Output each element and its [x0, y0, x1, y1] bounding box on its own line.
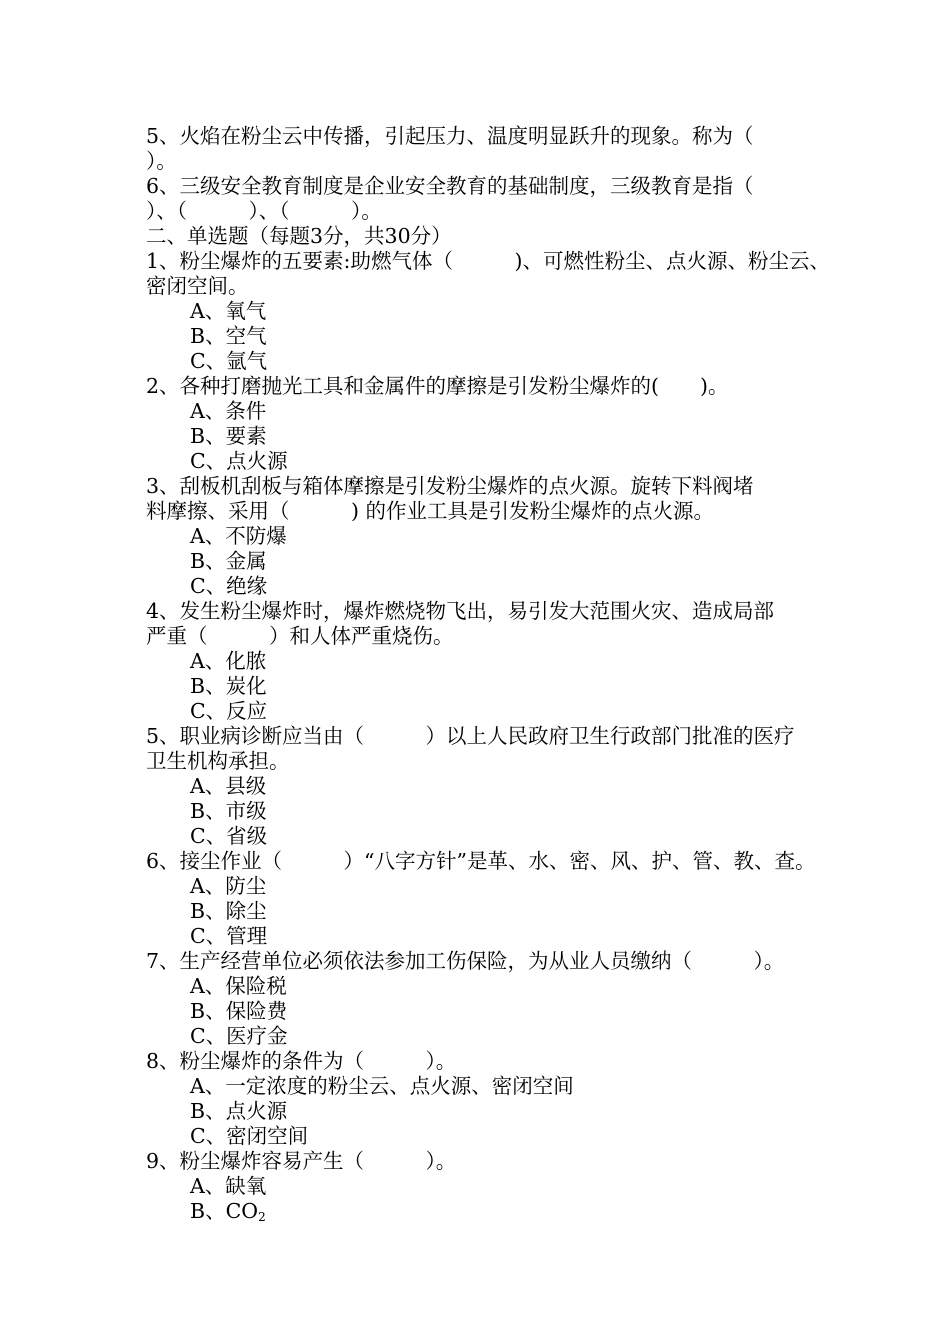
question-5-option-c: C、省级 [190, 824, 268, 848]
fill-in-question-6-line2: ）、（ ）、（ ）。 [146, 199, 382, 223]
question-5-option-b: B、市级 [190, 799, 267, 823]
question-9-option-b-subscript: 2 [258, 1210, 266, 1224]
question-4-stem-line1: 4、发生粉尘爆炸时，爆炸燃烧物飞出，易引发大范围火灾、造成局部 [146, 599, 775, 623]
fill-in-question-5-line1: 5、火焰在粉尘云中传播，引起压力、温度明显跃升的现象。称为（ [146, 124, 754, 148]
question-8-option-b: B、点火源 [190, 1099, 288, 1123]
question-5-option-a: A、县级 [190, 774, 267, 798]
question-6-option-c: C、管理 [190, 924, 268, 948]
question-1-stem-line1: 1、粉尘爆炸的五要素:助燃气体（ )、可燃性粉尘、点火源、粉尘云、 [146, 249, 830, 273]
question-9-stem: 9、粉尘爆炸容易产生（ ）。 [146, 1149, 457, 1173]
question-1-stem-line2: 密闭空间。 [146, 274, 249, 298]
question-7-stem: 7、生产经营单位必须依法参加工伤保险，为从业人员缴纳（ ）。 [146, 949, 785, 973]
question-2-stem: 2、各种打磨抛光工具和金属件的摩擦是引发粉尘爆炸的( )。 [146, 374, 729, 398]
question-3-option-a: A、不防爆 [190, 524, 287, 548]
section-title: 二、单选题（每题3分，共30分） [146, 224, 452, 248]
question-3-option-c: C、绝缘 [190, 574, 268, 598]
question-1-option-b: B、空气 [190, 324, 267, 348]
fill-in-question-5-line2: ）。 [146, 149, 177, 173]
question-8-stem: 8、粉尘爆炸的条件为（ ）。 [146, 1049, 457, 1073]
question-4-stem-line2: 严重（ ）和人体严重烧伤。 [146, 624, 454, 648]
question-1-option-c: C、氩气 [190, 349, 268, 373]
fill-in-question-6-line1: 6、三级安全教育制度是企业安全教育的基础制度，三级教育是指（ [146, 174, 754, 198]
question-3-stem-line1: 3、刮板机刮板与箱体摩擦是引发粉尘爆炸的点火源。旋转下料阀堵 [146, 474, 754, 498]
question-6-option-b: B、除尘 [190, 899, 267, 923]
question-4-option-b: B、炭化 [190, 674, 267, 698]
question-4-option-a: A、化脓 [190, 649, 267, 673]
question-3-option-b: B、金属 [190, 549, 267, 573]
question-7-option-c: C、医疗金 [190, 1024, 288, 1048]
question-7-option-b: B、保险费 [190, 999, 288, 1023]
question-5-stem-line2: 卫生机构承担。 [146, 749, 290, 773]
question-2-option-b: B、要素 [190, 424, 267, 448]
question-9-option-b [190, 1199, 870, 1224]
question-3-stem-line2: 料摩擦、采用（ ) 的作业工具是引发粉尘爆炸的点火源。 [146, 499, 715, 523]
question-6-option-a: A、防尘 [190, 874, 267, 898]
question-9-option-a: A、缺氧 [190, 1174, 267, 1198]
question-2-option-c: C、点火源 [190, 449, 288, 473]
question-4-option-c: C、反应 [190, 699, 268, 723]
question-5-stem-line1: 5、职业病诊断应当由（ ）以上人民政府卫生行政部门批准的医疗 [146, 724, 795, 748]
question-9-option-b-text: B、CO [190, 1199, 259, 1223]
question-8-option-c: C、密闭空间 [190, 1124, 309, 1148]
question-7-option-a: A、保险税 [190, 974, 287, 998]
question-1-option-a: A、氧气 [190, 299, 267, 323]
question-2-option-a: A、条件 [190, 399, 267, 423]
question-8-option-a: A、一定浓度的粉尘云、点火源、密闭空间 [190, 1074, 574, 1098]
question-6-stem: 6、接尘作业（ ）“八字方针”是革、水、密、风、护、管、教、查。 [146, 849, 816, 873]
